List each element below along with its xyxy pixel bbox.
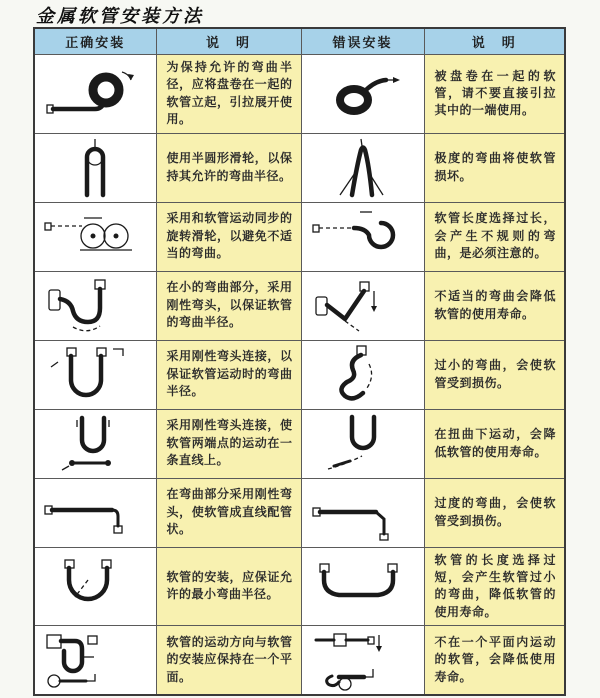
wrong-image-cell bbox=[301, 202, 424, 271]
correct-image-cell bbox=[34, 340, 156, 409]
header-correct-install: 正确安装 bbox=[34, 28, 156, 55]
correct-desc-text: 软管的安装，应保证允许的最小弯曲半径。 bbox=[166, 569, 293, 602]
wrong-image-cell bbox=[301, 626, 424, 695]
table-row bbox=[34, 626, 565, 695]
header-wrong-install: 错误安装 bbox=[301, 28, 424, 55]
correct-desc-text: 采用刚性弯头连接，使软管两端点的运动在一条直线上。 bbox=[166, 418, 293, 468]
table-row bbox=[34, 478, 565, 547]
correct-image-cell bbox=[34, 626, 156, 695]
wrong-desc-text: 不在一个平面内运动的软管，会降低使用寿命。 bbox=[434, 634, 556, 684]
page-title: 金属软管安装方法 bbox=[36, 6, 204, 27]
table-row bbox=[34, 547, 565, 626]
correct-desc-cell bbox=[156, 478, 301, 547]
table-row bbox=[34, 340, 565, 409]
correct-desc-cell bbox=[156, 271, 301, 340]
correct-desc-cell bbox=[156, 202, 301, 271]
wrong-image-cell bbox=[301, 409, 424, 478]
too-small-bend-hook-icon bbox=[308, 344, 418, 406]
inline-motion-u-hose-icon bbox=[40, 413, 150, 475]
wrong-desc-text: 极度的弯曲将使软管损坏。 bbox=[434, 151, 556, 183]
synchronized-rotating-pulley-icon bbox=[40, 206, 150, 268]
installation-methods-table bbox=[33, 27, 566, 696]
wrong-desc-cell bbox=[424, 133, 565, 202]
correct-desc-cell bbox=[156, 409, 301, 478]
header-explanation-left: 说 明 bbox=[156, 28, 301, 55]
wrong-desc-text: 在扭曲下运动，会降低软管的使用寿命。 bbox=[434, 427, 556, 459]
improper-sharp-bend-icon bbox=[308, 275, 418, 337]
correct-desc-text: 采用和软管运动同步的旋转滑轮，以避免不适当的弯曲。 bbox=[166, 211, 293, 261]
coiled-hose-stand-unroll-icon bbox=[40, 63, 150, 125]
non-planar-motion-hose-icon bbox=[308, 629, 418, 691]
correct-desc-text: 使用半圆形滑轮，以保持其允许的弯曲半径。 bbox=[166, 151, 293, 183]
table-row bbox=[34, 409, 565, 478]
wrong-desc-text: 不适当的弯曲会降低软管的使用寿命。 bbox=[434, 289, 556, 321]
wrong-image-cell bbox=[301, 547, 424, 626]
overlong-hose-irregular-loop-icon bbox=[308, 206, 418, 268]
semicircular-pulley-hose-icon bbox=[40, 137, 150, 199]
twisted-motion-u-hose-icon bbox=[308, 413, 418, 475]
wrong-image-cell bbox=[301, 55, 424, 134]
correct-desc-cell bbox=[156, 547, 301, 626]
rigid-elbow-u-connection-icon bbox=[40, 344, 150, 406]
correct-desc-cell bbox=[156, 55, 301, 134]
wrong-image-cell bbox=[301, 271, 424, 340]
minimum-bend-radius-u-icon bbox=[40, 555, 150, 617]
wrong-desc-cell bbox=[424, 478, 565, 547]
correct-desc-text: 为保持允许的弯曲半径，应将盘卷在一起的软管立起，引拉展开使用。 bbox=[166, 60, 293, 127]
wrong-desc-cell bbox=[424, 547, 565, 626]
correct-desc-cell bbox=[156, 133, 301, 202]
wrong-desc-cell bbox=[424, 409, 565, 478]
wrong-desc-cell bbox=[424, 55, 565, 134]
coiled-hose-direct-pull-icon bbox=[308, 63, 418, 125]
correct-desc-text: 采用刚性弯头连接，以保证软管运动时的弯曲半径。 bbox=[166, 349, 293, 399]
correct-desc-text: 在小的弯曲部分，采用刚性弯头，以保证软管的弯曲半径。 bbox=[166, 280, 293, 330]
correct-image-cell bbox=[34, 478, 156, 547]
table-row bbox=[34, 133, 565, 202]
correct-image-cell bbox=[34, 55, 156, 134]
planar-motion-trap-hose-icon bbox=[40, 629, 150, 691]
correct-image-cell bbox=[34, 409, 156, 478]
overbent-elbow-hose-icon bbox=[308, 482, 418, 544]
correct-image-cell bbox=[34, 202, 156, 271]
extreme-bend-hose-icon bbox=[308, 137, 418, 199]
wrong-desc-text: 软管长度选择过长，会产生不规则的弯曲，是必须注意的。 bbox=[434, 211, 556, 261]
table-row bbox=[34, 55, 565, 134]
table-row bbox=[34, 271, 565, 340]
correct-desc-text: 软管的运动方向与软管的安装应保持在一个平面。 bbox=[166, 634, 293, 684]
correct-image-cell bbox=[34, 547, 156, 626]
wrong-image-cell bbox=[301, 340, 424, 409]
wrong-desc-cell bbox=[424, 626, 565, 695]
straight-piping-rigid-elbow-icon bbox=[40, 482, 150, 544]
wrong-desc-cell bbox=[424, 271, 565, 340]
correct-desc-text: 在弯曲部分采用刚性弯头，使软管成直线配管状。 bbox=[166, 487, 293, 537]
correct-desc-cell bbox=[156, 626, 301, 695]
rigid-elbow-small-bend-icon bbox=[40, 275, 150, 337]
header-explanation-right: 说 明 bbox=[424, 28, 565, 55]
wrong-desc-text: 软管的长度选择过短，会产生软管过小的弯曲，降低软管的使用寿命。 bbox=[434, 552, 556, 619]
wrong-desc-cell bbox=[424, 340, 565, 409]
too-short-hose-flat-u-icon bbox=[308, 555, 418, 617]
wrong-desc-text: 被盘卷在一起的软管，请不要直接引拉其中的一端使用。 bbox=[434, 68, 556, 118]
correct-desc-cell bbox=[156, 340, 301, 409]
wrong-desc-text: 过度的弯曲，会使软管受到损伤。 bbox=[434, 496, 556, 528]
correct-image-cell bbox=[34, 271, 156, 340]
wrong-image-cell bbox=[301, 133, 424, 202]
correct-image-cell bbox=[34, 133, 156, 202]
table-row bbox=[34, 202, 565, 271]
wrong-desc-text: 过小的弯曲，会使软管受到损伤。 bbox=[434, 358, 556, 390]
header-row bbox=[34, 28, 565, 55]
wrong-image-cell bbox=[301, 478, 424, 547]
wrong-desc-cell bbox=[424, 202, 565, 271]
